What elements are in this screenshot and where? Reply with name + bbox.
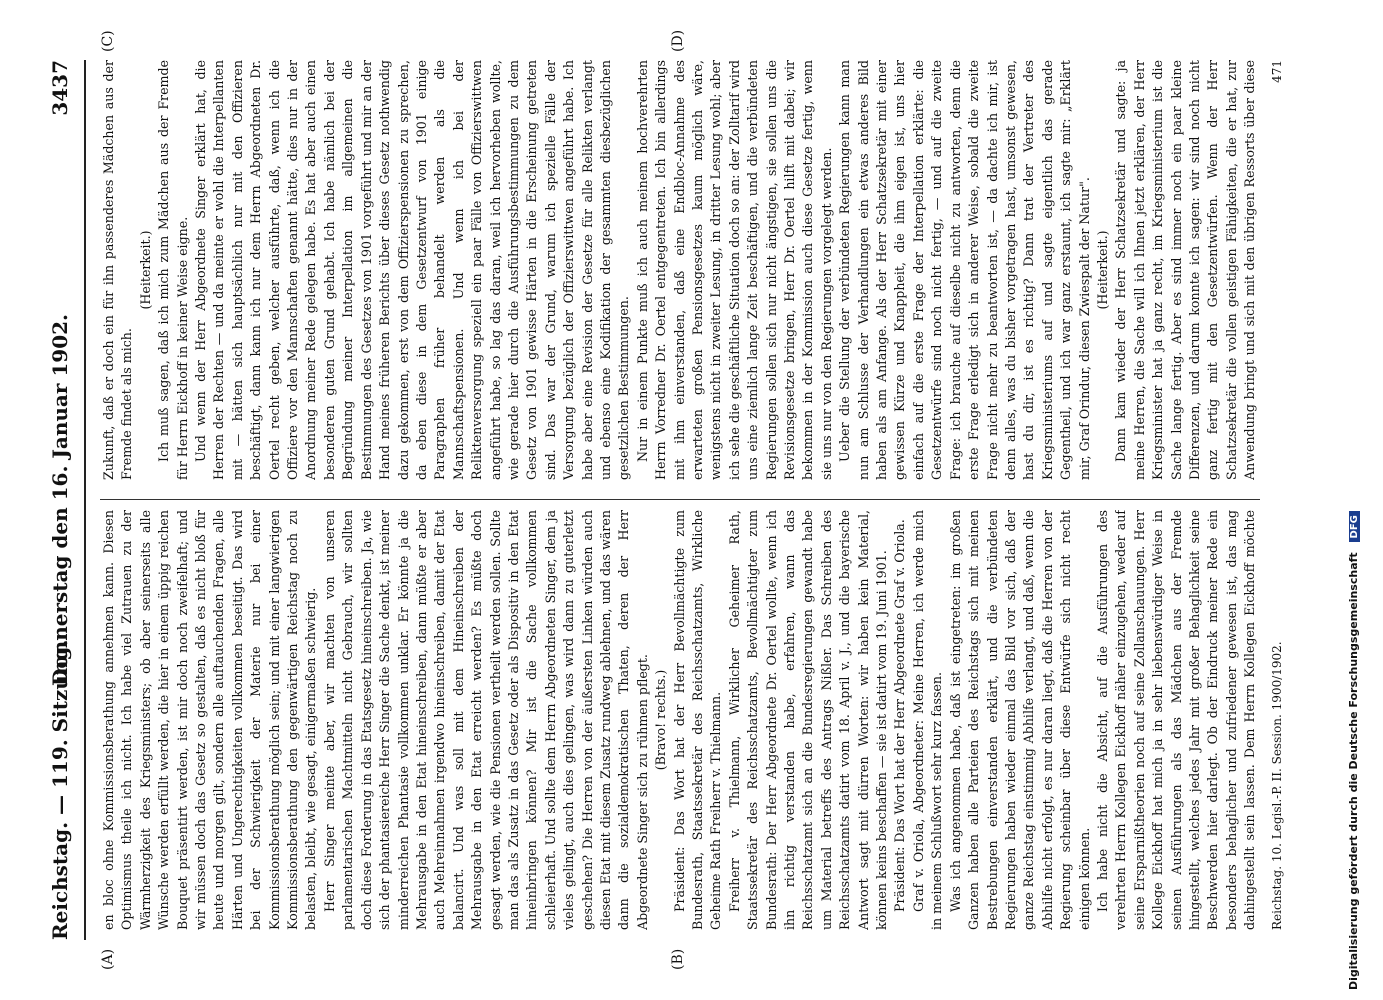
column-divider xyxy=(100,499,1260,500)
footer-session: Reichstag. 10. Legisl.-P. II. Session. 1900/1902. xyxy=(1270,641,1284,930)
paragraph: Nur in einem Punkte muß ich auch meinem hochverehrten Herrn Vorredner Dr. Oertel entgegentreten. Ich bin allerdings mit ihm einverstanden, daß eine Endbloc-Annahme des erwarteten großen Pensionsgesetzes kaum möglich wäre, wenigstens nicht in zweiter Lesung, in dritter Lesung wohl; aber ich sehe die geschäftliche Situation doch so an: der Zolltarif wird uns eine ziemlich lange Zeit beschäftigen, und die verbündeten Regierungen sollen sich nur nicht ängstigen, sie sollen uns die Revisionsgesetze bringen, Herr Dr. Oertel hilft mit dabei; wir bekommen in der Kommission auch diese Gesetze fertig, wenn sie uns nur von den Regierungen vorgelegt werden. xyxy=(634,60,834,480)
paragraph: Dann kam wieder der Herr Schatzsekretär und sagte: ja meine Herren, die Sache will ich Ihnen jetzt erklären, der Herr Kriegsminister hat ja ganz recht, im Kriegsministerium ist die Sache lange fertig. Aber es sind immer noch ein paar kleine Differenzen, und darum konnte ich sagen: wir sind noch nicht ganz fertig mit den Gesetzentwürfen. Wenn der Herr Schatzsekretär die vollen geistigen Fähigkeiten, die er hat, zur Anwendung bringt und sich mit den übrigen Ressorts über diese xyxy=(1113,60,1258,480)
paragraph: Was ich angenommen habe, daß ist eingetreten: im großen Ganzen haben alle Parteien des Reichstags sich mit meinen Bestrebungen einverstanden erklärt, und die verbündeten Regierungen haben wieder einmal das Bild vor sich, daß der ganze Reichstag einstimmig Abhilfe verlangt, und daß, wenn die Abhilfe nicht erfolgt, es nur daran liegt, daß die Herren von der Regierung scheinbar über diese Entwürfe sich nicht recht einigen können. xyxy=(947,510,1092,930)
paragraph: Ich habe nicht die Absicht, auf die Ausführungen des verehrten Herrn Kollegen Eickhoff näher einzugehen, weder auf seine Ersparnißtheorien noch auf seine Zollanschauungen. Herr Kollege Eickhoff hat mich ja in sehr liebenswürdiger Weise in seinen Ausführungen als das Mädchen aus der Fremde hingestellt, welches jedes Jahr mit großer Behaglichkeit seine Beschwerden hier darlegt. Ob der Eindruck meiner Rede ein besonders behaglicher und zufriedener gewesen ist, das mag dahingestellt sein lassen. Dem Herrn Kollegen Eickhoff möchte xyxy=(1094,510,1258,930)
left-column xyxy=(100,510,1260,930)
paragraph: Ich muß sagen, daß ich mich zum Mädchen aus der Fremde für Herrn Eickhoff in keiner Weise eigne. xyxy=(156,60,190,480)
paragraph: Präsident: Das Wort hat der Herr Abgeordnete Graf v. Oriola. xyxy=(892,519,908,912)
page-number: 3437 xyxy=(48,60,72,116)
right-column xyxy=(100,60,1260,480)
paragraph: Graf v. Oriola, Abgeordneter: Meine Herren, ich werde mich in meinem Schlußwort sehr kurz fassen. xyxy=(910,510,945,930)
interjection: (Bravo! rechts.) xyxy=(653,669,669,771)
marker-d: (D) xyxy=(670,29,686,52)
marker-a: (A) xyxy=(100,948,116,970)
paragraph: Präsident: Das Wort hat der Herr Bevollmächtigte zum Bundesrath, Staatssekretär des Reichsschatzamts, Wirkliche Geheime Rath Freiherr v. Thielmann. xyxy=(671,510,724,930)
digitization-credit xyxy=(1347,10,1369,990)
header-left: Reichstag. — 119. Sitzung. xyxy=(48,639,72,940)
paragraph: Und wenn der Herr Abgeordnete Singer erklärt hat, die Herren der Rechten — und da meinte er wohl die Interpellanten mit — hätten sich hauptsächlich nur mit den Offizieren beschäftigt, dann kann ich nur dem Herrn Abgeordneten Dr. Oertel recht geben, welcher ausführte, daß, wenn ich die Offiziere vor den Mannschaften genannt hätte, dies nur in der Anordnung meiner Rede gelegen habe. Es hat aber auch einen besonderen guten Grund gehabt. Ich habe nämlich bei der Begründung meiner Interpellation im allgemeinen die Bestimmungen des Gesetzes von 1901 vorgeführt und mir an der Hand meines früheren Berichts über dieses Gesetz nothwendig dazu gekommen, erst von dem Offizierspensionen zu sprechen, da eben diese in dem Gesetzentwurf von 1901 einige Paragraphen früher behandelt werden als die Mannschaftspensionen. Und wenn ich bei der Reliktenversorgung speziell ein paar Fälle von Offizierswittwen angeführt habe, so lag das daran, weil ich hervorheben wollte, wie gerade hier durch die Ausführungsbestimmungen zu dem Gesetz von 1901 gewisse Härten in die Erscheinung getreten sind. Das war der Grund, warum ich spezielle Fälle der Versorgung bezüglich der Offizierswittwen angeführt habe. Ich habe aber eine Revision der Gesetze für alle Relikten verlangt und ebenso eine Kodifikation der gesammten diesbezüglichen gesetzlichen Bestimmungen. xyxy=(193,60,632,480)
paragraph: Herr Singer meinte aber, wir machten von unseren parlamentarischen Machtmitteln nicht Gebrauch, wir sollten doch diese Forderung in das Etatsgesetz hineinschreiben. Ja, wie sich der phantasiereiche Herr Singer die Sache denkt, ist meiner minderreichen Phantasie vollkommen unklar. Er könnte ja die Mehrausgabe in den Etat hineinschreiben, dann müßte er aber auch Mehreinnahmen irgendwo hineinschreiben, damit der Etat balancirt. Und was soll mit dem Hineinschreiben der Mehrausgabe in den Etat erreicht werden? Es müßte doch gesagt werden, wie die Pensionen vertheilt werden sollen. Sollte man das als Zusatz in das Gesetz oder als Dispositiv in den Etat hineinbringen können? Mir ist die Sache vollkommen schleierhaft. Und sollte dem Herrn Abgeordneten Singer, dem ja vieles gelingt, auch dies gelingen, was wird dann zu guterletzt geschehen? Die Herren von der äußersten Linken würden auch diesen Etat mit diesem Zusatz rundweg ablehnen, und das wären dann die sozialdemokratischen Thaten, deren der Herr Abgeordnete Singer sich zu rühmen pflegt. xyxy=(321,510,650,930)
page-header xyxy=(40,60,80,940)
marker-c: (C) xyxy=(100,30,116,52)
marker-b: (B) xyxy=(670,948,686,970)
paragraph: Ueber die Stellung der verbündeten Regierungen kann man nun am Schlusse der Verhandlungen ein etwas anderes Bild haben als am Anfange. Als der Herr Schatzsekretär mit einer gewissen Kürze und Knappheit, die ihm eigen ist, uns hier einfach auf die erste Frage der Interpellation erklärte: die Gesetzentwürfe sind noch nicht fertig, — und auf die zweite Frage: ich brauche auf dieselbe nicht zu antworten, denn die erste Frage erledigt sich in anderer Weise, sobald die zweite Frage nicht mehr zu beantworten ist, — da dachte ich mir, ist denn alles, was du bisher vorgetragen hast, umsonst gewesen, hast du dir, ist es richtig? Dann trat der Vertreter des Kriegsministeriums auf und sagte eigentlich das gerade Gegentheil, und ich war ganz erstaunt, ich sagte mir: „Erklärt mir, Graf Orindur, diesen Zwiespalt der Natur". xyxy=(837,60,1092,480)
paragraph: Freiherr v. Thielmann, Wirklicher Geheimer Rath, Staatssekretär des Reichsschatzamts, Bevollmächtigter zum Bundesrath: Der Herr Abgeordnete Dr. Oertel wollte, wenn ich ihn richtig verstanden habe, erfahren, wann das Reichsschatzamt sich an die Bundesregierungen gewandt habe um Material betreffs des Antrags Nißler. Das Schreiben des Reichsschatzamts datirt vom 18. April v. J., und die bayerische Antwort sagt mit dürren Worten: wir haben kein Material, können keins beschaffen — sie ist datirt vom 19. Juni 1901. xyxy=(726,510,890,930)
page-footer xyxy=(1270,60,1284,930)
dfg-logo: DFG xyxy=(1349,511,1360,542)
footer-sheet-number: 471 xyxy=(1270,60,1284,83)
header-center: Donnerstag den 16. Januar 1902. xyxy=(48,314,72,686)
interjection: (Heiterkeit.) xyxy=(1094,230,1110,310)
credit-text: Digitalisierung gefördert durch die Deutsche Forschungsgemeinschaft xyxy=(1347,552,1360,990)
paragraph: en bloc ohne Kommissionsberathung annehmen kann. Diesen Optimismus theile ich nicht. Ich habe viel Zutrauen zu der Wärmherzigkeit des Kriegsministers; ob aber seinerseits alle Wünsche werden erfüllt werden, die hier in einem üppig reichen Bouquet präsentirt werden, ist mir doch noch zweifelhaft; und wir müssen doch das Gesetz so gestalten, daß es nicht bloß für heute und morgen gilt, sondern alle auftauchenden Fragen, alle Härten und Ungerechtigkeiten vollkommen beseitigt. Das wird bei der Schwierigkeit der Materie nur bei einer Kommissionsberathung möglich sein; und mit einer langwierigen Kommissionsberathung den gegenwärtigen Reichstag noch zu belasten, bleibt, wie gesagt, einigermaßen schwierig. xyxy=(101,510,319,930)
interjection: (Heiterkeit.) xyxy=(137,230,153,310)
paragraph: Zukunft, daß er doch ein für ihn passenderes Mädchen aus der Fremde findet als mich. xyxy=(101,60,135,480)
header-rule xyxy=(84,60,86,940)
